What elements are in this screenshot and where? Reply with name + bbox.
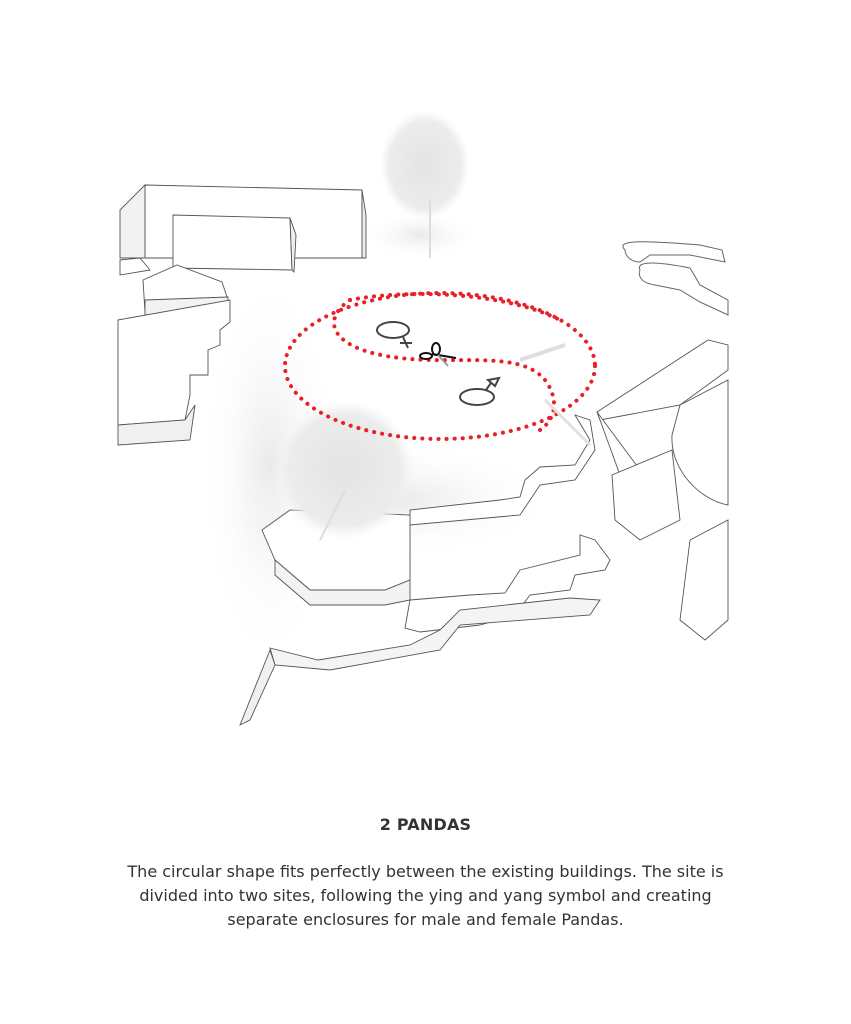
scissors-icon: [420, 343, 456, 366]
path-line: [520, 345, 590, 445]
caption-body: The circular shape fits perfectly between the existing buildings. The site is divided into two sites, following the ying and yang symbol and creating separate enclosures for male and female Pandas.: [127, 862, 724, 929]
caption-title: 2 PANDAS: [379, 815, 472, 834]
pool-outlines: [623, 242, 728, 315]
male-symbol: [460, 378, 499, 405]
tree-middle: [275, 400, 415, 540]
existing-buildings-right: [597, 340, 728, 640]
female-symbol: [377, 322, 412, 348]
